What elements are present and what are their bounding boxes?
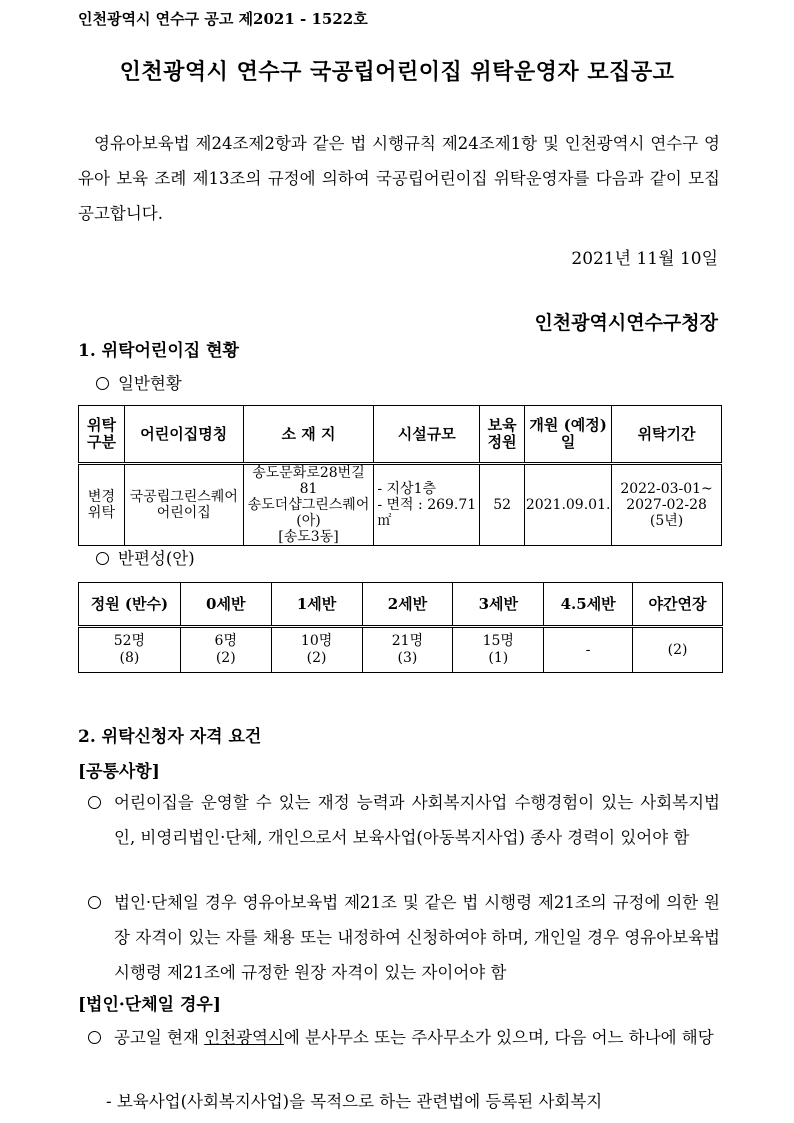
cell-age1	[271, 627, 362, 673]
class-table	[78, 582, 723, 673]
address-line-2: 송도더샵그린스퀘어(아)	[247, 497, 370, 529]
th-address: 소 재 지	[243, 406, 374, 464]
age45-value: -	[585, 641, 591, 658]
age1-value: 10명	[300, 633, 333, 649]
table-row	[79, 627, 723, 673]
th-name: 어린이집명칭	[124, 406, 243, 464]
cell-age0	[180, 627, 271, 673]
age0-classes: (2)	[215, 650, 236, 666]
th-quota: 정원 (반수)	[79, 583, 181, 627]
facility-table	[78, 405, 722, 546]
age3-classes: (1)	[488, 650, 509, 666]
doc-number: 인천광역시 연수구 공고 제2021 - 1522호	[78, 10, 368, 28]
corp-label: [법인·단체일 경우]	[78, 995, 221, 1015]
age1-classes: (2)	[306, 650, 327, 666]
cell-capacity: 52	[480, 464, 525, 546]
cell-type: 변경 위탁	[79, 464, 125, 546]
cell-period	[612, 464, 722, 546]
th-age45: 4.5세반	[544, 583, 633, 627]
common-label: [공통사항]	[78, 762, 160, 782]
table-row	[79, 464, 722, 546]
corp-text-pre: 공고일 현재	[114, 1028, 205, 1047]
th-open-date: 개원 (예정)일	[525, 406, 612, 464]
quota-classes: (8)	[119, 650, 140, 666]
age2-value: 21명	[391, 633, 424, 649]
cell-age2	[362, 627, 453, 673]
section1-sub2	[96, 545, 195, 569]
scale-line-2: - 면적 : 269.71㎡	[377, 497, 477, 529]
corp-item-text	[114, 1020, 720, 1055]
table-header-row	[79, 583, 723, 627]
circle-bullet-icon	[88, 896, 101, 909]
circle-bullet-icon	[96, 552, 109, 565]
scale-line-1: - 지상1층	[377, 481, 437, 497]
notice-date: 2021년 11월 10일	[571, 249, 718, 269]
th-age3: 3세반	[453, 583, 544, 627]
th-age2: 2세반	[362, 583, 453, 627]
cell-open-date: 2021.09.01.	[525, 464, 612, 546]
cell-name: 국공립그린스퀘어 어린이집	[124, 464, 243, 546]
night-classes: (2)	[667, 641, 688, 658]
th-type: 위탁 구분	[79, 406, 125, 464]
corp-text-post: 에 분사무소 또는 주사무소가 있으며, 다음 어느 하나에 해당	[283, 1028, 714, 1047]
address-line-1: 송도문화로28번길 81	[252, 465, 365, 497]
cell-scale	[374, 464, 480, 546]
circle-bullet-icon	[96, 377, 109, 390]
th-age1: 1세반	[271, 583, 362, 627]
page-title: 인천광역시 연수구 국공립어린이집 위탁운영자 모집공고	[119, 59, 675, 85]
th-night: 야간연장	[633, 583, 723, 627]
address-line-3: [송도3동]	[278, 529, 339, 545]
cell-quota	[79, 627, 181, 673]
common-item-1	[88, 785, 720, 855]
period-line-1: 2022-03-01~	[620, 481, 713, 497]
section1-sub1	[96, 370, 182, 394]
section2-heading: 2. 위탁신청자 자격 요건	[78, 727, 262, 747]
age2-classes: (3)	[397, 650, 418, 666]
section1-heading: 1. 위탁어린이집 현황	[78, 341, 239, 361]
common-item-1-text: 어린이집을 운영할 수 있는 재정 능력과 사회복지사업 수행경험이 있는 사회복지법인, 비영리법인·단체, 개인으로서 보육사업(아동복지사업) 종사 경력이 있어야 함	[114, 793, 720, 847]
th-capacity: 보육 정원	[480, 406, 525, 464]
cell-age45	[544, 627, 633, 673]
cell-address	[243, 464, 374, 546]
cell-age3	[453, 627, 544, 673]
circle-bullet-icon	[88, 796, 101, 809]
th-age0: 0세반	[180, 583, 271, 627]
common-item-2-text: 법인·단체일 경우 영유아보육법 제21조 및 같은 법 시행령 제21조의 규정에 의한 원장 자격이 있는 자를 채용 또는 내정하여 신청하여야 하며, 개인일 경우 영유아보육법 시행령 제21조에 규정한 원장 자격이 있는 자이어야 함	[114, 893, 720, 982]
period-line-2: 2027-02-28	[626, 497, 707, 513]
intro-text: 영유아보육법 제24조제2항과 같은 법 시행규칙 제24조제1항 및 인천광역시 연수구 영유아 보육 조례 제13조의 규정에 의하여 국공립어린이집 위탁운영자를 다음과 같이 모집공고합니다.	[78, 134, 720, 223]
circle-bullet-icon	[88, 1031, 101, 1044]
period-line-3: (5년)	[649, 513, 684, 529]
issuer: 인천광역시연수구청장	[534, 312, 718, 334]
age3-value: 15명	[482, 633, 514, 649]
corp-dash-item: - 보육사업(사회복지사업)을 목적으로 하는 관련법에 등록된 사회복지	[106, 1092, 603, 1111]
th-period: 위탁기간	[612, 406, 722, 464]
sub2-label: 반편성(안)	[118, 549, 195, 568]
quota-value: 52명	[113, 633, 146, 649]
intro-paragraph	[78, 126, 720, 231]
sub1-label: 일반현황	[118, 374, 182, 393]
cell-night	[633, 627, 723, 673]
common-item-2	[88, 885, 720, 990]
table-header-row	[79, 406, 722, 464]
corp-item	[88, 1020, 720, 1055]
age0-value: 6명	[214, 633, 237, 649]
corp-text-underlined: 인천광역시	[204, 1028, 284, 1047]
th-scale: 시설규모	[374, 406, 480, 464]
